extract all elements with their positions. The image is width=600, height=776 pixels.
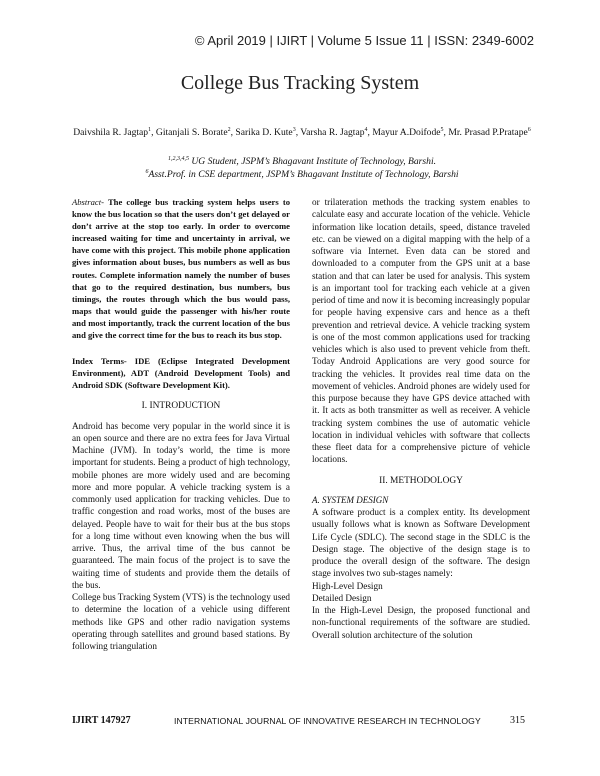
author-name: Daivshila R. Jagtap (73, 127, 149, 138)
author-marker: 1 (148, 126, 152, 133)
author-list (70, 126, 534, 140)
publication-header: © April 2019 | IJIRT | Volume 5 Issue 11 | ISSN: 2349-6002 (194, 33, 534, 48)
affiliation-text: Asst.Prof. in CSE department, JSPM’s Bhagavant Institute of Technology, Barshi (148, 169, 459, 180)
index-terms: Index Terms- IDE (Eclipse Integrated Development Environment), ADT (Android Development Tools) and Android SDK (Software Development Kit). (72, 356, 290, 391)
page-number: 315 (510, 715, 525, 726)
abstract-text: The college bus tracking system helps users to know the bus location so that the users don’t get delayed or don’t arrive at the stop too early. In order to overcome increased waiting for time and uncertainty in arrival, we have come with this project. This mobile phone application gives information about buses, bus numbers as well as bus routes. Complete information namely the number of buses that go to the required destination, bus numbers, bus timings, the routes through which the bus would pass, maps that would guide the passenger with his/her route and most importantly, track the current location of the bus and give the correct time for the bus to reach its bus stop. (72, 197, 290, 341)
author-marker: 6 (527, 126, 531, 133)
right-column (312, 196, 530, 641)
author-marker: 3 (292, 126, 296, 133)
affiliation-marker: 1,2,3,4,5 (167, 155, 189, 162)
intro-paragraph: College bus Tracking System (VTS) is the technology used to determine the location of a vehicle using different methods like GPS and other radio navigation systems operating through satellites and ground based stations. By following triangulation (72, 592, 290, 652)
author-name: , Gitanjali S. Borate (151, 127, 228, 138)
footer-journal-name: INTERNATIONAL JOURNAL OF INNOVATIVE RESEARCH IN TECHNOLOGY (174, 716, 481, 726)
author-marker: 5 (440, 126, 444, 133)
left-column (72, 196, 290, 652)
abstract (72, 196, 290, 341)
affiliation-marker: 6 (145, 168, 149, 175)
affiliation-students (60, 155, 544, 168)
body-paragraph: A software product is a complex entity. Its development usually follows what is known as Software Development Life Cycle (SDLC). The second stage in the SDLC is the Design stage. The objective of the design stage is to produce the overall design of the software. The design stage involves two sub-stages namely: (312, 507, 530, 579)
author-name: , Mr. Prasad P.Pratape (443, 127, 528, 138)
body-paragraph: In the High-Level Design, the proposed functional and non-functional requirements of the software are studied. Overall solution architecture of the solution (312, 605, 530, 640)
abstract-label: Abstract- (72, 197, 104, 207)
affiliation-professor (60, 168, 544, 181)
author-name: , Varsha R. Jagtap (295, 127, 365, 138)
subsection-heading: A. SYSTEM DESIGN (312, 494, 389, 505)
footer-article-id: IJIRT 147927 (72, 715, 131, 726)
author-marker: 4 (364, 126, 368, 133)
list-item: Detailed Design (312, 592, 372, 603)
affiliation-text: UG Student, JSPM’s Bhagavant Institute of Technology, Barshi. (188, 156, 437, 167)
section-heading-methodology: II. METHODOLOGY (379, 475, 463, 486)
intro-paragraph: Android has become very popular in the world since it is an open source and there are no extra fees for Java Virtual Machine (JVM). In today’s world, the time is more important for students. Being a product of high technology, mobile phones are more widely used and are becoming more and more popular. A vehicle tracking system is a commonly used application for tracking vehicles. Due to traffic congestion and road works, most of the buses are delayed. People have to wait for their bus at the bus stops for a long time without even knowing when the bus will arrive. Thus, the arrival time of the bus cannot be guaranteed. The main focus of the project is to save the waiting time of students and provide them the details of the bus. (72, 420, 290, 590)
author-marker: 2 (227, 126, 231, 133)
section-heading-introduction: I. INTRODUCTION (141, 401, 221, 412)
author-name: , Mayur A.Doifode (367, 127, 441, 138)
author-name: , Sarika D. Kute (230, 127, 293, 138)
list-item: High-Level Design (312, 580, 383, 591)
body-paragraph: or trilateration methods the tracking system enables to calculate easy and accurate location of the vehicle. Vehicle information like location details, speed, distance traveled etc. can be viewed on a digital mapping with the help of a software via Internet. Even data can be stored and downloaded to a computer from the GPS unit at a base station and that can later be used for analysis. This system is an important tool for tracking each vehicle at a given period of time and now it is becoming increasingly popular for people having expensive cars and hence as a theft prevention and retrieval device. A vehicle tracking system is one of the most common applications used for tracking vehicles which is also used to prevent vehicle from theft. Today Android Applications are very good source for tracking the vehicles. It provides real time data on the movement of vehicles. Android phones are widely used for this purpose because they have GPS device attached with it. It acts as both transmitter as well as receiver. A vehicle tracking system combines the use of automatic vehicle location in individual vehicles with software that collects these fleet data for a comprehensive picture of vehicle locations. (312, 197, 530, 465)
paper-title: College Bus Tracking System (180, 72, 420, 94)
